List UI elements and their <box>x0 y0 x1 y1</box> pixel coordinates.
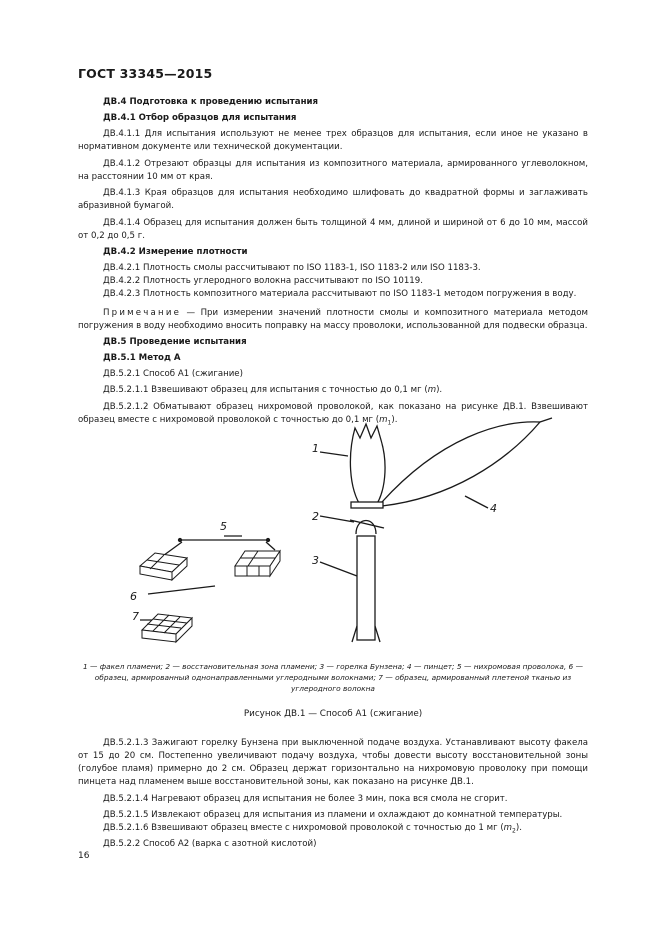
paragraph-dv5216 <box>78 822 588 838</box>
figure-label-6: 6 <box>130 590 137 603</box>
sample-woven <box>142 614 192 642</box>
paragraph-dv521: ДВ.5.2.1 Способ А1 (сжигание) <box>103 368 243 379</box>
paragraph-dv414: ДВ.4.1.4 Образец для испытания должен быть толщиной 4 мм, длиной и шириной от 6 до 10 мм, массой от 0,2 до 0,5 г. <box>78 217 588 241</box>
section-heading-dv51: ДВ.5.1 Метод А <box>103 352 181 363</box>
paragraph-dv5215: ДВ.5.2.1.5 Извлекают образец для испытания из пламени и охлаждают до комнатной температуры. <box>103 810 563 820</box>
tweezers-shape <box>382 422 540 506</box>
p5211-end: ). <box>436 385 443 395</box>
paragraph-dv422: ДВ.4.2.2 Плотность углеродного волокна рассчитывают по ISO 10119. <box>103 275 423 286</box>
figure-label-2: 2 <box>312 510 319 523</box>
paragraph-dv5214: ДВ.5.2.1.4 Нагревают образец для испытания не более 3 мин, пока вся смола не сгорит. <box>103 793 508 804</box>
figure-label-4: 4 <box>490 502 497 515</box>
note-text: — При измерении значений плотности смолы и композитного материала методом погружения в воду необходимо вносить поправку на массу проволоки, использованной для подвески образца. <box>78 307 588 331</box>
p5211-text: ДВ.5.2.1.1 Взвешивают образец для испытания с точностью до 0,1 мг ( <box>103 385 428 395</box>
section-heading-dv42: ДВ.4.2 Измерение плотности <box>103 246 248 257</box>
section-heading-dv4: ДВ.4 Подготовка к проведению испытания <box>103 97 319 107</box>
p5212-text: ДВ.5.2.1.2 Обматывают образец нихромовой проволокой, как показано на рисунке ДВ.1. Взвешивают образец вместе с нихромовой проволокой с точностью до 0,1 мг ( <box>78 401 588 425</box>
paragraph-dv522: ДВ.5.2.2 Способ А2 (варка с азотной кислотой) <box>103 838 317 849</box>
p5212-end: ). <box>391 414 398 425</box>
paragraph-dv5213: ДВ.5.2.1.3 Зажигают горелку Бунзена при выключенной подаче воздуха. Устанавливают высоту факела от 15 до 20 см. Постепенно увеличивают подачу воздуха, чтобы довести высоту восстановительной зоны (голубое пламя) примерно до 2 см. Образец держат горизонтально на нихромовую проволоку при помощи пинцета над пламенем выше восстановительной зоны, как показано на рисунке ДВ.1. <box>78 738 588 787</box>
p5216-var: m <box>503 823 513 833</box>
figure-caption: Рисунок ДВ.1 — Способ А1 (сжигание) <box>243 709 423 719</box>
sample-unidirectional-1 <box>140 553 187 580</box>
section-heading-dv41: ДВ.4.1 Отбор образцов для испытания <box>103 113 297 123</box>
note-label: Примечание <box>103 307 182 318</box>
paragraph-dv413: ДВ.4.1.3 Края образцов для испытания необходимо шлифовать до квадратной формы и заглаживать абразивной бумагой. <box>78 188 588 211</box>
p5212-sub: 1 <box>387 419 392 427</box>
p5211-var: m <box>427 385 437 395</box>
paragraph-dv412: ДВ.4.1.2 Отрезают образцы для испытания из композитного материала, армированного углеволокном, на расстоянии 10 мм от края. <box>78 158 588 182</box>
sample-in-flame <box>351 502 383 508</box>
main-text-top <box>78 93 588 429</box>
section-heading-dv5: ДВ.5 Проведение испытания <box>103 336 247 347</box>
figure-label-7: 7 <box>132 610 139 623</box>
main-text-bottom <box>78 737 588 851</box>
p5216-sub: 2 <box>512 827 516 835</box>
p5216-end: ). <box>515 823 522 833</box>
figure-dv1-diagram <box>120 408 580 658</box>
paragraph-dv423: ДВ.4.2.3 Плотность композитного материала рассчитывают по ISO 1183-1 методом погружения в воду. <box>103 288 577 299</box>
figure-label-1: 1 <box>312 442 319 455</box>
p5212-var: m <box>379 414 388 425</box>
flame-shape <box>350 424 385 508</box>
note-paragraph <box>78 307 588 333</box>
burner-shape <box>357 536 375 640</box>
paragraph-dv5211 <box>78 384 588 397</box>
figure-legend: 1 — факел пламени; 2 — восстановительная зона пламени; 3 — горелка Бунзена; 4 — пинцет; 5 — нихромовая проволока, 6 — образец, армированный однонаправленными углеродными волокнами; 7 — образец, армированный плетеной тканью из углеродного волокна <box>82 662 583 693</box>
page-number: 16 <box>78 851 90 861</box>
paragraph-dv421: ДВ.4.2.1 Плотность смолы рассчитывают по ISO 1183-1, ISO 1183-2 или ISO 1183-3. <box>103 262 481 273</box>
figure-label-5: 5 <box>220 520 227 533</box>
paragraph-dv411: ДВ.4.1.1 Для испытания используют не менее трех образцов для испытания, если иное не указано в нормативном документе или технической документации. <box>78 129 588 152</box>
document-header: ГОСТ 33345—2015 <box>78 66 213 81</box>
sample-unidirectional-2 <box>235 551 280 576</box>
figure-label-3: 3 <box>312 554 319 567</box>
p5216-text: ДВ.5.2.1.6 Взвешивают образец вместе с нихромовой проволокой с точностью до 1 мг ( <box>103 823 504 833</box>
